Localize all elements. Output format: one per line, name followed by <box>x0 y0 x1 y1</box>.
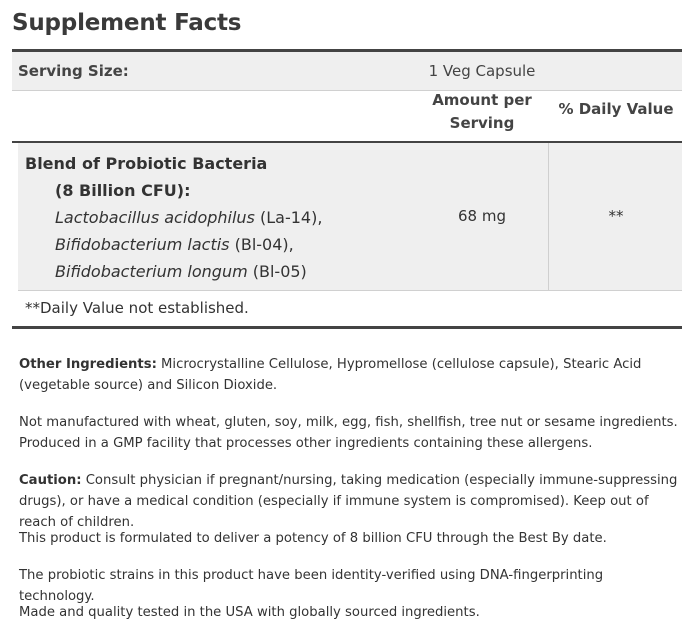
strain-code: (Bl-05) <box>247 262 307 281</box>
allergen-note: Not manufactured with wheat, gluten, soy, milk, egg, fish, shellfish, tree nut or sesame ingredients. Produced in a GMP facility that processes other ingredients containing these allergens. <box>19 415 678 451</box>
amount-header-line2: Serving <box>449 114 515 132</box>
daily-value-header: % Daily Value <box>558 100 674 118</box>
caution-note <box>19 470 679 533</box>
origin-note: Made and quality tested in the USA with globally sourced ingredients. <box>19 605 480 620</box>
caution-label: Caution: <box>19 473 82 488</box>
blend-description <box>25 150 322 285</box>
caution-text: Consult physician if pregnant/nursing, taking medication (especially immune-suppressing drugs), or have a medical condition (especially if immune system is compromised). Keep out of reach of children. <box>19 473 678 530</box>
strain-item <box>25 231 322 258</box>
strain-species: Lactobacillus acidophilus <box>55 208 255 227</box>
blend-name: Blend of Probiotic Bacteria <box>25 154 268 173</box>
dna-note: The probiotic strains in this product have been identity-verified using DNA-fingerprinting technology. <box>19 568 604 604</box>
strain-species: Bifidobacterium lactis <box>55 235 230 254</box>
other-ingredients-text: Microcrystalline Cellulose, Hypromellose (cellulose capsule), Stearic Acid (vegetable source) and Silicon Dioxide. <box>19 357 642 393</box>
strain-item <box>25 204 322 231</box>
potency-note: This product is formulated to deliver a potency of 8 billion CFU through the Best By date. <box>19 531 607 546</box>
strain-code: (La-14), <box>254 208 323 227</box>
blend-daily-value: ** <box>608 207 624 225</box>
bottom-rule <box>12 326 682 329</box>
other-ingredients <box>19 354 679 396</box>
blend-amount: 68 mg <box>458 207 506 225</box>
amount-header-line1: Amount per <box>432 91 532 109</box>
blend-cfu: (8 Billion CFU): <box>55 181 191 200</box>
page-title: Supplement Facts <box>12 10 242 36</box>
strain-species: Bifidobacterium longum <box>55 262 248 281</box>
daily-value-footnote: **Daily Value not established. <box>25 299 249 317</box>
serving-size-label: Serving Size: <box>18 62 129 80</box>
serving-size-value: 1 Veg Capsule <box>428 62 536 80</box>
strain-code: (Bl-04), <box>229 235 294 254</box>
strain-item <box>25 258 322 285</box>
amount-per-serving-header <box>412 89 552 135</box>
serving-size-row <box>12 52 682 91</box>
other-ingredients-label: Other Ingredients: <box>19 357 157 372</box>
